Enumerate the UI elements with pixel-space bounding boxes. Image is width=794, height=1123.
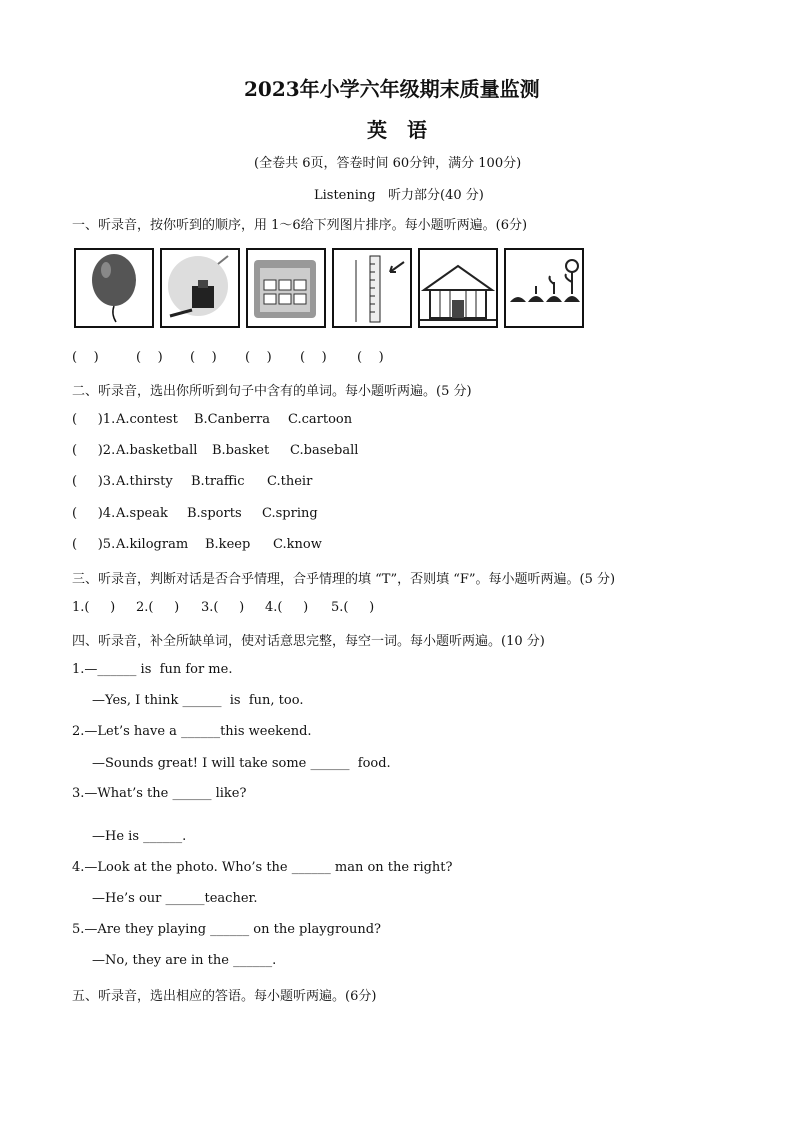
part2-item-3-option-b: B.traffic	[191, 474, 245, 489]
part2-item-4-option-a: A.speak	[116, 506, 168, 521]
building-icon	[420, 250, 496, 326]
subject-char-1: 英	[367, 118, 387, 142]
part5-heading: 五、听录音，选出相应的答语。每小题听两遍。(6分)	[72, 989, 377, 1004]
part1-heading: 一、听录音，按你听到的顺序，用 1～6给下列图片排序。每小题听两遍。(6分)	[72, 218, 528, 233]
part4-line-7: 4.—Look at the photo. Who’s the ______ man on the right?	[72, 860, 453, 875]
part3-blank-3[interactable]: 3.( )	[201, 600, 245, 615]
part2-item-5-prefix[interactable]: ( )5.	[72, 537, 116, 552]
picture-frame-2	[160, 248, 240, 328]
section-label: Listening 听力部分(40 分)	[314, 188, 484, 203]
part2-item-2-option-a: A.basketball	[116, 443, 198, 458]
picture-frame-5	[418, 248, 498, 328]
ink-bottle-icon	[162, 250, 238, 326]
ruler-icon	[334, 250, 410, 326]
part2-item-2-prefix[interactable]: ( )2.	[72, 443, 116, 458]
part2-item-2-option-c: C.baseball	[290, 443, 359, 458]
part3-blank-2[interactable]: 2.( )	[136, 600, 180, 615]
part4-line-10: —No, they are in the ______.	[92, 953, 277, 968]
part4-line-2: —Yes, I think ______ is fun, too.	[92, 693, 304, 708]
picture-row	[74, 248, 584, 328]
part4-line-1: 1.—______ is fun for me.	[72, 662, 233, 677]
part2-item-2-option-b: B.basket	[212, 443, 270, 458]
part2-item-5-option-b: B.keep	[205, 537, 251, 552]
tablet-icon	[248, 250, 324, 326]
part3-blank-5[interactable]: 5.( )	[331, 600, 375, 615]
part1-blank-6[interactable]: ( )	[357, 350, 384, 365]
part2-item-1-prefix[interactable]: ( )1.	[72, 412, 116, 427]
page-title: 2023年小学六年级期末质量监测	[244, 77, 540, 101]
picture-frame-1	[74, 248, 154, 328]
part4-line-5: 3.—What’s the ______ like?	[72, 786, 247, 801]
part1-blank-1[interactable]: ( )	[72, 350, 99, 365]
subject-char-2: 语	[407, 118, 427, 142]
part2-item-3-option-a: A.thirsty	[116, 474, 173, 489]
part3-blank-4[interactable]: 4.( )	[265, 600, 309, 615]
part2-item-5-option-c: C.know	[273, 537, 322, 552]
part2-item-3-prefix[interactable]: ( )3.	[72, 474, 116, 489]
part1-blank-4[interactable]: ( )	[245, 350, 272, 365]
part3-blank-1[interactable]: 1.( )	[72, 600, 116, 615]
picture-frame-3	[246, 248, 326, 328]
part2-item-4-option-b: B.sports	[187, 506, 242, 521]
part2-item-1-option-c: C.cartoon	[288, 412, 353, 427]
part3-heading: 三、听录音，判断对话是否合乎情理，合乎情理的填 “T”，否则填 “F”。每小题听两遍。(5 分)	[72, 572, 616, 587]
part2-item-4-option-c: C.spring	[262, 506, 318, 521]
part4-heading: 四、听录音，补全所缺单词，使对话意思完整，每空一词。每小题听两遍。(10 分)	[72, 634, 545, 649]
part2-item-3-option-c: C.their	[267, 474, 313, 489]
balloon-icon	[76, 250, 152, 326]
part1-blank-3[interactable]: ( )	[190, 350, 217, 365]
part1-blank-5[interactable]: ( )	[300, 350, 327, 365]
part2-heading: 二、听录音，选出你所听到句子中含有的单词。每小题听两遍。(5 分)	[72, 384, 472, 399]
seedling-icon	[506, 250, 582, 326]
part4-line-4: —Sounds great! I will take some ______ food.	[92, 756, 391, 771]
part2-item-5-option-a: A.kilogram	[116, 537, 189, 552]
part2-item-1-option-b: B.Canberra	[194, 412, 270, 427]
part2-item-1-option-a: A.contest	[116, 412, 178, 427]
picture-frame-6	[504, 248, 584, 328]
part4-line-6: —He is ______.	[92, 829, 187, 844]
part4-line-9: 5.—Are they playing ______ on the playground?	[72, 922, 382, 937]
exam-info: (全卷共 6页，答卷时间 60分钟，满分 100分)	[254, 156, 522, 171]
part4-line-3: 2.—Let’s have a ______this weekend.	[72, 724, 312, 739]
part1-blank-2[interactable]: ( )	[136, 350, 163, 365]
part2-item-4-prefix[interactable]: ( )4.	[72, 506, 116, 521]
picture-frame-4	[332, 248, 412, 328]
part4-line-8: —He’s our ______teacher.	[92, 891, 258, 906]
